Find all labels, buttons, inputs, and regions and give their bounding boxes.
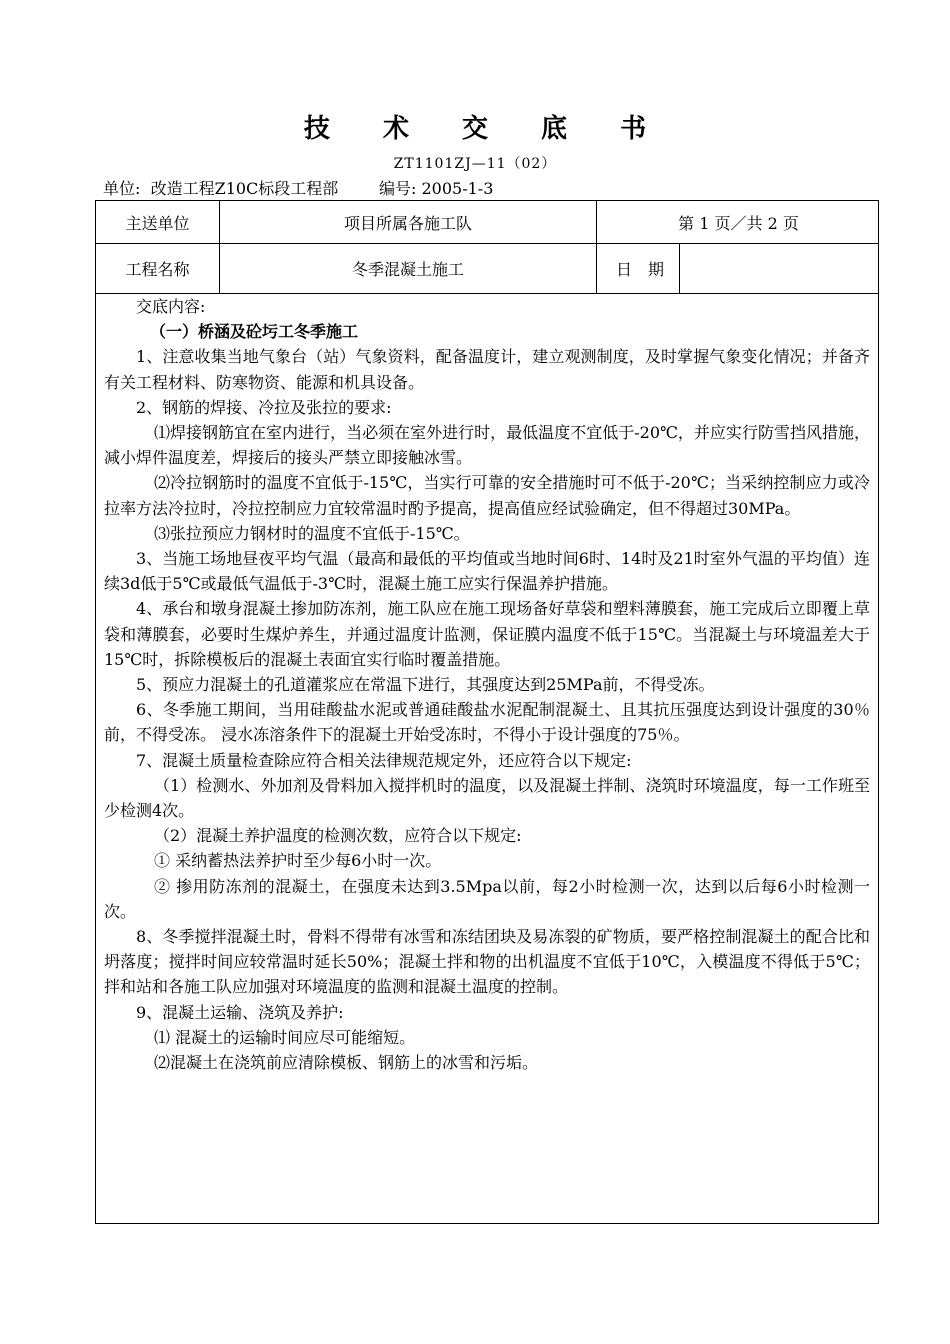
project-label: 工程名称 <box>125 260 190 279</box>
paragraph: 1、注意收集当地气象台（站）气象资料，配备温度计，建立观测制度，及时掌握气象变化情况；并备齐有关工程材料、防寒物资、能源和机具设备。 <box>104 347 870 392</box>
paragraph: 7、混凝土质量检查除应符合相关法律规范规定外，还应符合以下规定: <box>136 750 632 770</box>
paragraph: 9、混凝土运输、浇筑及养护: <box>136 1002 344 1022</box>
serial-value: 2005-1-3 <box>421 179 494 198</box>
document-title: 技 术 交 底 书 <box>303 114 669 144</box>
recipient-value: 项目所属各施工队 <box>343 213 472 233</box>
date-value <box>690 244 870 293</box>
paragraph: ⑶张拉预应力钢材时的温度不宜低于-15℃。 <box>154 523 470 543</box>
section-title: （一）桥涵及砼圬工冬季施工 <box>150 322 359 342</box>
paragraph: 4、承台和墩身混凝土掺加防冻剂，施工队应在施工现场备好草袋和塑料薄膜套，施工完成后立即覆上草袋和薄膜套，必要时生煤炉养生，并通过温度计监测，保证膜内温度不低于15℃。当混凝土与环境温差大于15℃时，拆除模板后的混凝土表面宜实行临时覆盖措施。 <box>104 599 870 669</box>
paragraph: 3、当施工场地昼夜平均气温（最高和最低的平均值或当地时间6时、14时及21时室外气温的平均值）连续3d低于5℃或最低气温低于-3℃时，混凝土施工应实行保温养护措施。 <box>104 549 870 594</box>
paragraph: ② 掺用防冻剂的混凝土，在强度未达到3.5Mpa以前，每2小时检测一次，达到以后每6小时检测一次。 <box>104 876 870 921</box>
paragraph: 5、预应力混凝土的孔道灌浆应在常温下进行，其强度达到25MPa前，不得受冻。 <box>136 675 715 695</box>
unit-label: 单位: <box>103 179 141 198</box>
paragraph: ⑴ 混凝土的运输时间应尽可能缩短。 <box>154 1027 416 1047</box>
recipient-label: 主送单位 <box>125 213 190 233</box>
paragraph: 2、钢筋的焊接、冷拉及张拉的要求: <box>136 397 392 417</box>
content-heading: 交底内容: <box>136 297 206 316</box>
unit-value: 改造工程Z10C标段工程部 <box>150 179 339 198</box>
paragraph: ⑵冷拉钢筋时的温度不宜低于-15℃，当实行可靠的安全措施时可不低于-20℃；当采纳控制应力或冷拉率方法冷拉时，冷拉控制应力宜较常温时酌予提高，提高值应经试验确定，但不得超过30MPa。 <box>104 473 870 518</box>
column-divider <box>679 243 680 293</box>
disclosure-table <box>95 200 879 1224</box>
paragraph: （2）混凝土养护温度的检测次数，应符合以下规定: <box>154 826 522 846</box>
document-number: ZT1101ZJ—11（02） <box>393 156 557 172</box>
unit-line <box>103 176 493 199</box>
paragraph: ⑵混凝土在浇筑前应清除模板、钢筋上的冰雪和污垢。 <box>154 1053 539 1073</box>
date-label: 日 期 <box>616 260 665 279</box>
disclosure-content <box>104 294 870 1075</box>
project-value: 冬季混凝土施工 <box>351 260 464 279</box>
paragraph: （1）检测水、外加剂及骨料加入搅拌机时的温度，以及混凝土拌制、浇筑时环境温度，每一工作班至少检测4次。 <box>104 775 870 821</box>
page-info: 第 1 页／共 2 页 <box>678 213 799 233</box>
paragraph: 6、冬季施工期间，当用硅酸盐水泥或普通硅酸盐水泥配制混凝土、且其抗压强度达到设计强度的30％前，不得受冻。 浸水冻溶条件下的混凝土开始受冻时，不得小于设计强度的75％。 <box>104 700 870 745</box>
paragraph: 8、冬季搅拌混凝土时，骨料不得带有冰雪和冻结团块及易冻裂的矿物质，要严格控制混凝土的配合比和坍落度；搅拌时间应较常温时延长50%；混凝土拌和物的出机温度不宜低于10℃，入模温度不得低于5℃；拌和站和各施工队应加强对环境温度的监测和混凝土温度的控制。 <box>104 927 870 997</box>
paragraph: ① 采纳蓄热法养护时至少每6小时一次。 <box>154 851 442 871</box>
paragraph: ⑴焊接钢筋宜在室内进行，当必须在室外进行时，最低温度不宜低于-20℃，并应实行防雪挡风措施，减小焊件温度差，焊接后的接头严禁立即接触冰雪。 <box>104 423 870 468</box>
serial-label: 编号: <box>379 179 417 198</box>
